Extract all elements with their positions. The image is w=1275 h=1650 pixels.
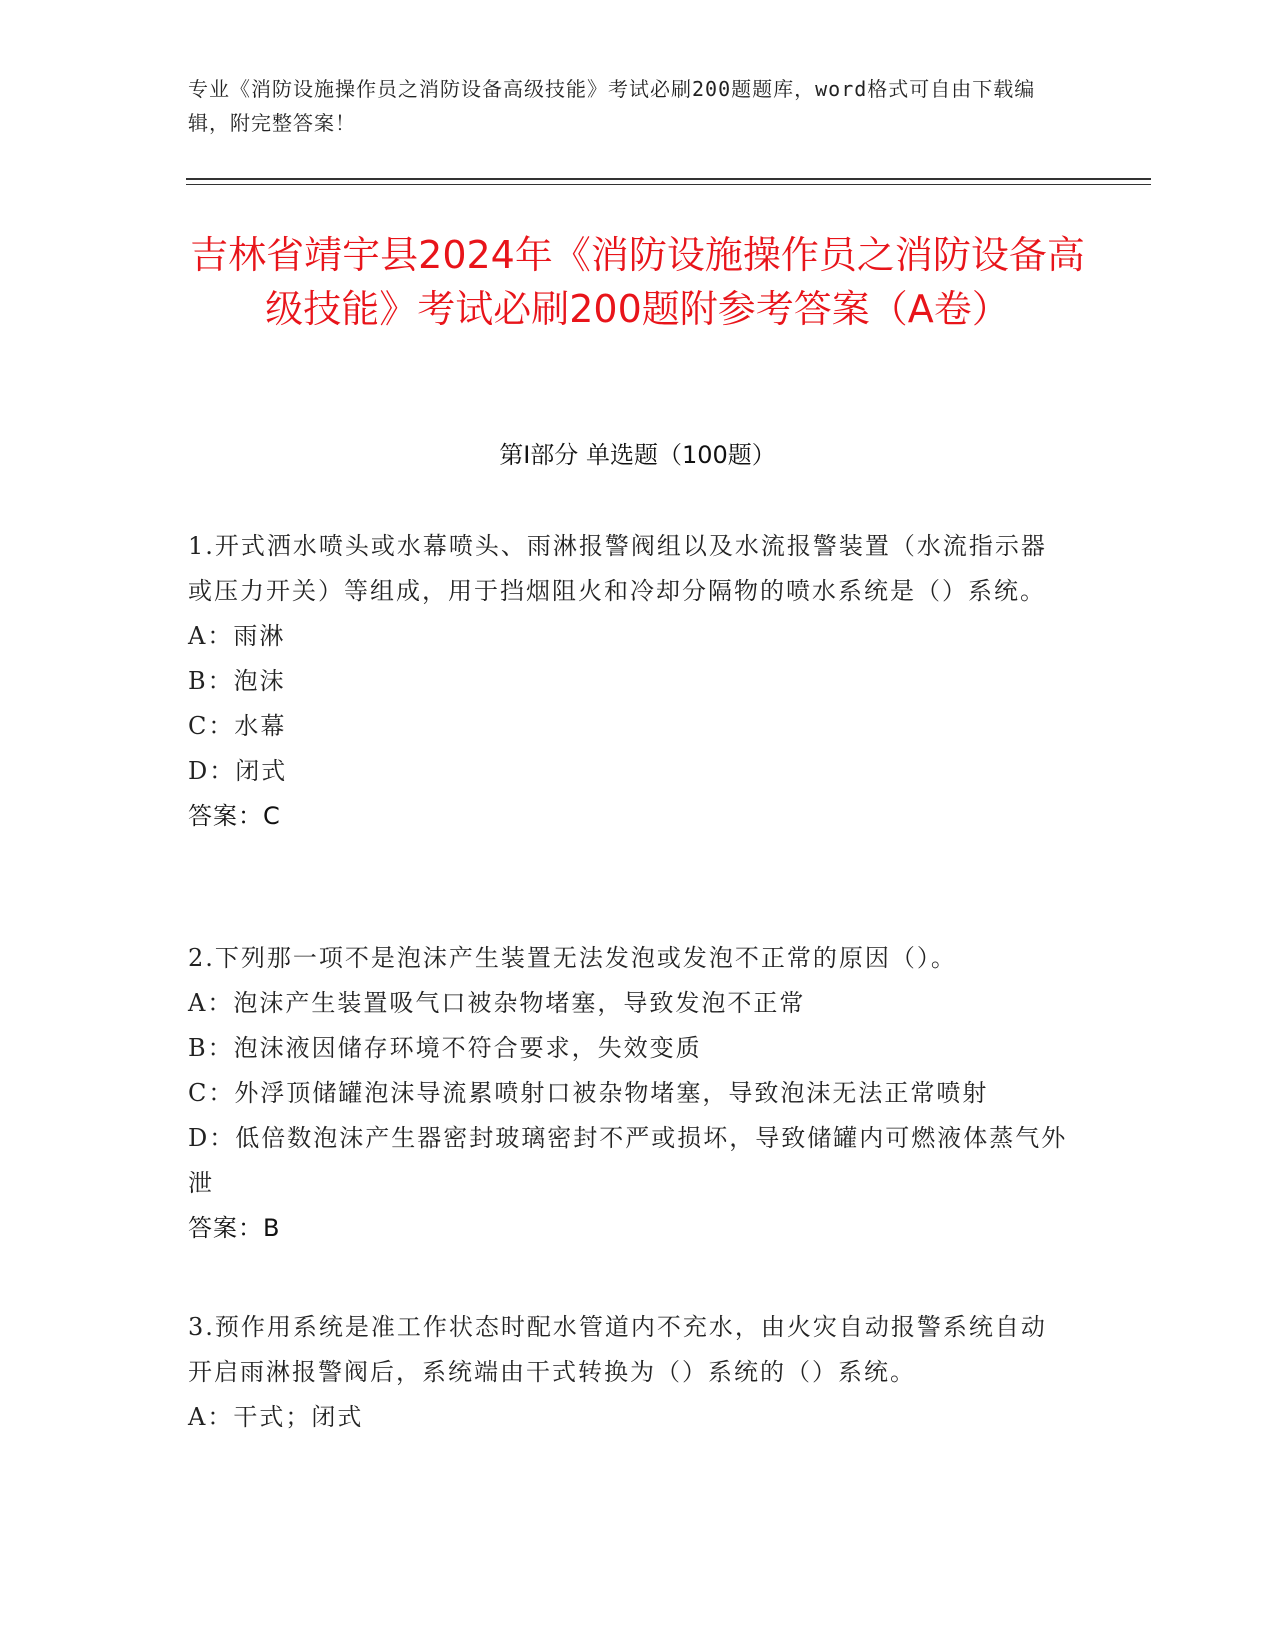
section-heading: 第Ⅰ部分 单选题（100题） — [499, 441, 776, 469]
question-block — [188, 524, 1068, 839]
header-divider-thin — [186, 184, 1151, 185]
document-title: 吉林省靖宇县2024年《消防设施操作员之消防设备高级技能》考试必刷200题附参考答案（A卷） — [190, 233, 1085, 331]
option-b: B：泡沫液因储存环境不符合要求，失效变质 — [188, 1034, 702, 1062]
option-c: C：水幕 — [188, 712, 287, 740]
option-d: D：低倍数泡沫产生器密封玻璃密封不严或损坏，导致储罐内可燃液体蒸气外泄 — [188, 1124, 1068, 1197]
question-text: 3.预作用系统是准工作状态时配水管道内不充水，由火灾自动报警系统自动开启雨淋报警阀后，系统端由干式转换为（）系统的（）系统。 — [188, 1313, 1047, 1386]
answer-line: 答案：C — [188, 802, 281, 830]
header-note: 专业《消防设施操作员之消防设备高级技能》考试必刷200题题库，word格式可自由下载编辑，附完整答案！ — [188, 77, 1036, 135]
option-a: A：雨淋 — [188, 622, 286, 650]
answer-line: 答案：B — [188, 1214, 281, 1242]
option-c: C：外浮顶储罐泡沫导流累喷射口被杂物堵塞，导致泡沫无法正常喷射 — [188, 1079, 989, 1107]
option-a: A：泡沫产生装置吸气口被杂物堵塞，导致发泡不正常 — [188, 989, 806, 1017]
question-text: 1.开式洒水喷头或水幕喷头、雨淋报警阀组以及水流报警装置（水流指示器或压力开关）等组成，用于挡烟阻火和冷却分隔物的喷水系统是（）系统。 — [188, 532, 1047, 605]
header-divider — [186, 178, 1151, 180]
question-block — [188, 936, 1068, 1251]
option-a: A：干式；闭式 — [188, 1403, 364, 1431]
option-b: B：泡沫 — [188, 667, 286, 695]
option-d: D：闭式 — [188, 757, 288, 785]
question-text: 2.下列那一项不是泡沫产生装置无法发泡或发泡不正常的原因（）。 — [188, 944, 957, 972]
question-block — [188, 1305, 1068, 1440]
